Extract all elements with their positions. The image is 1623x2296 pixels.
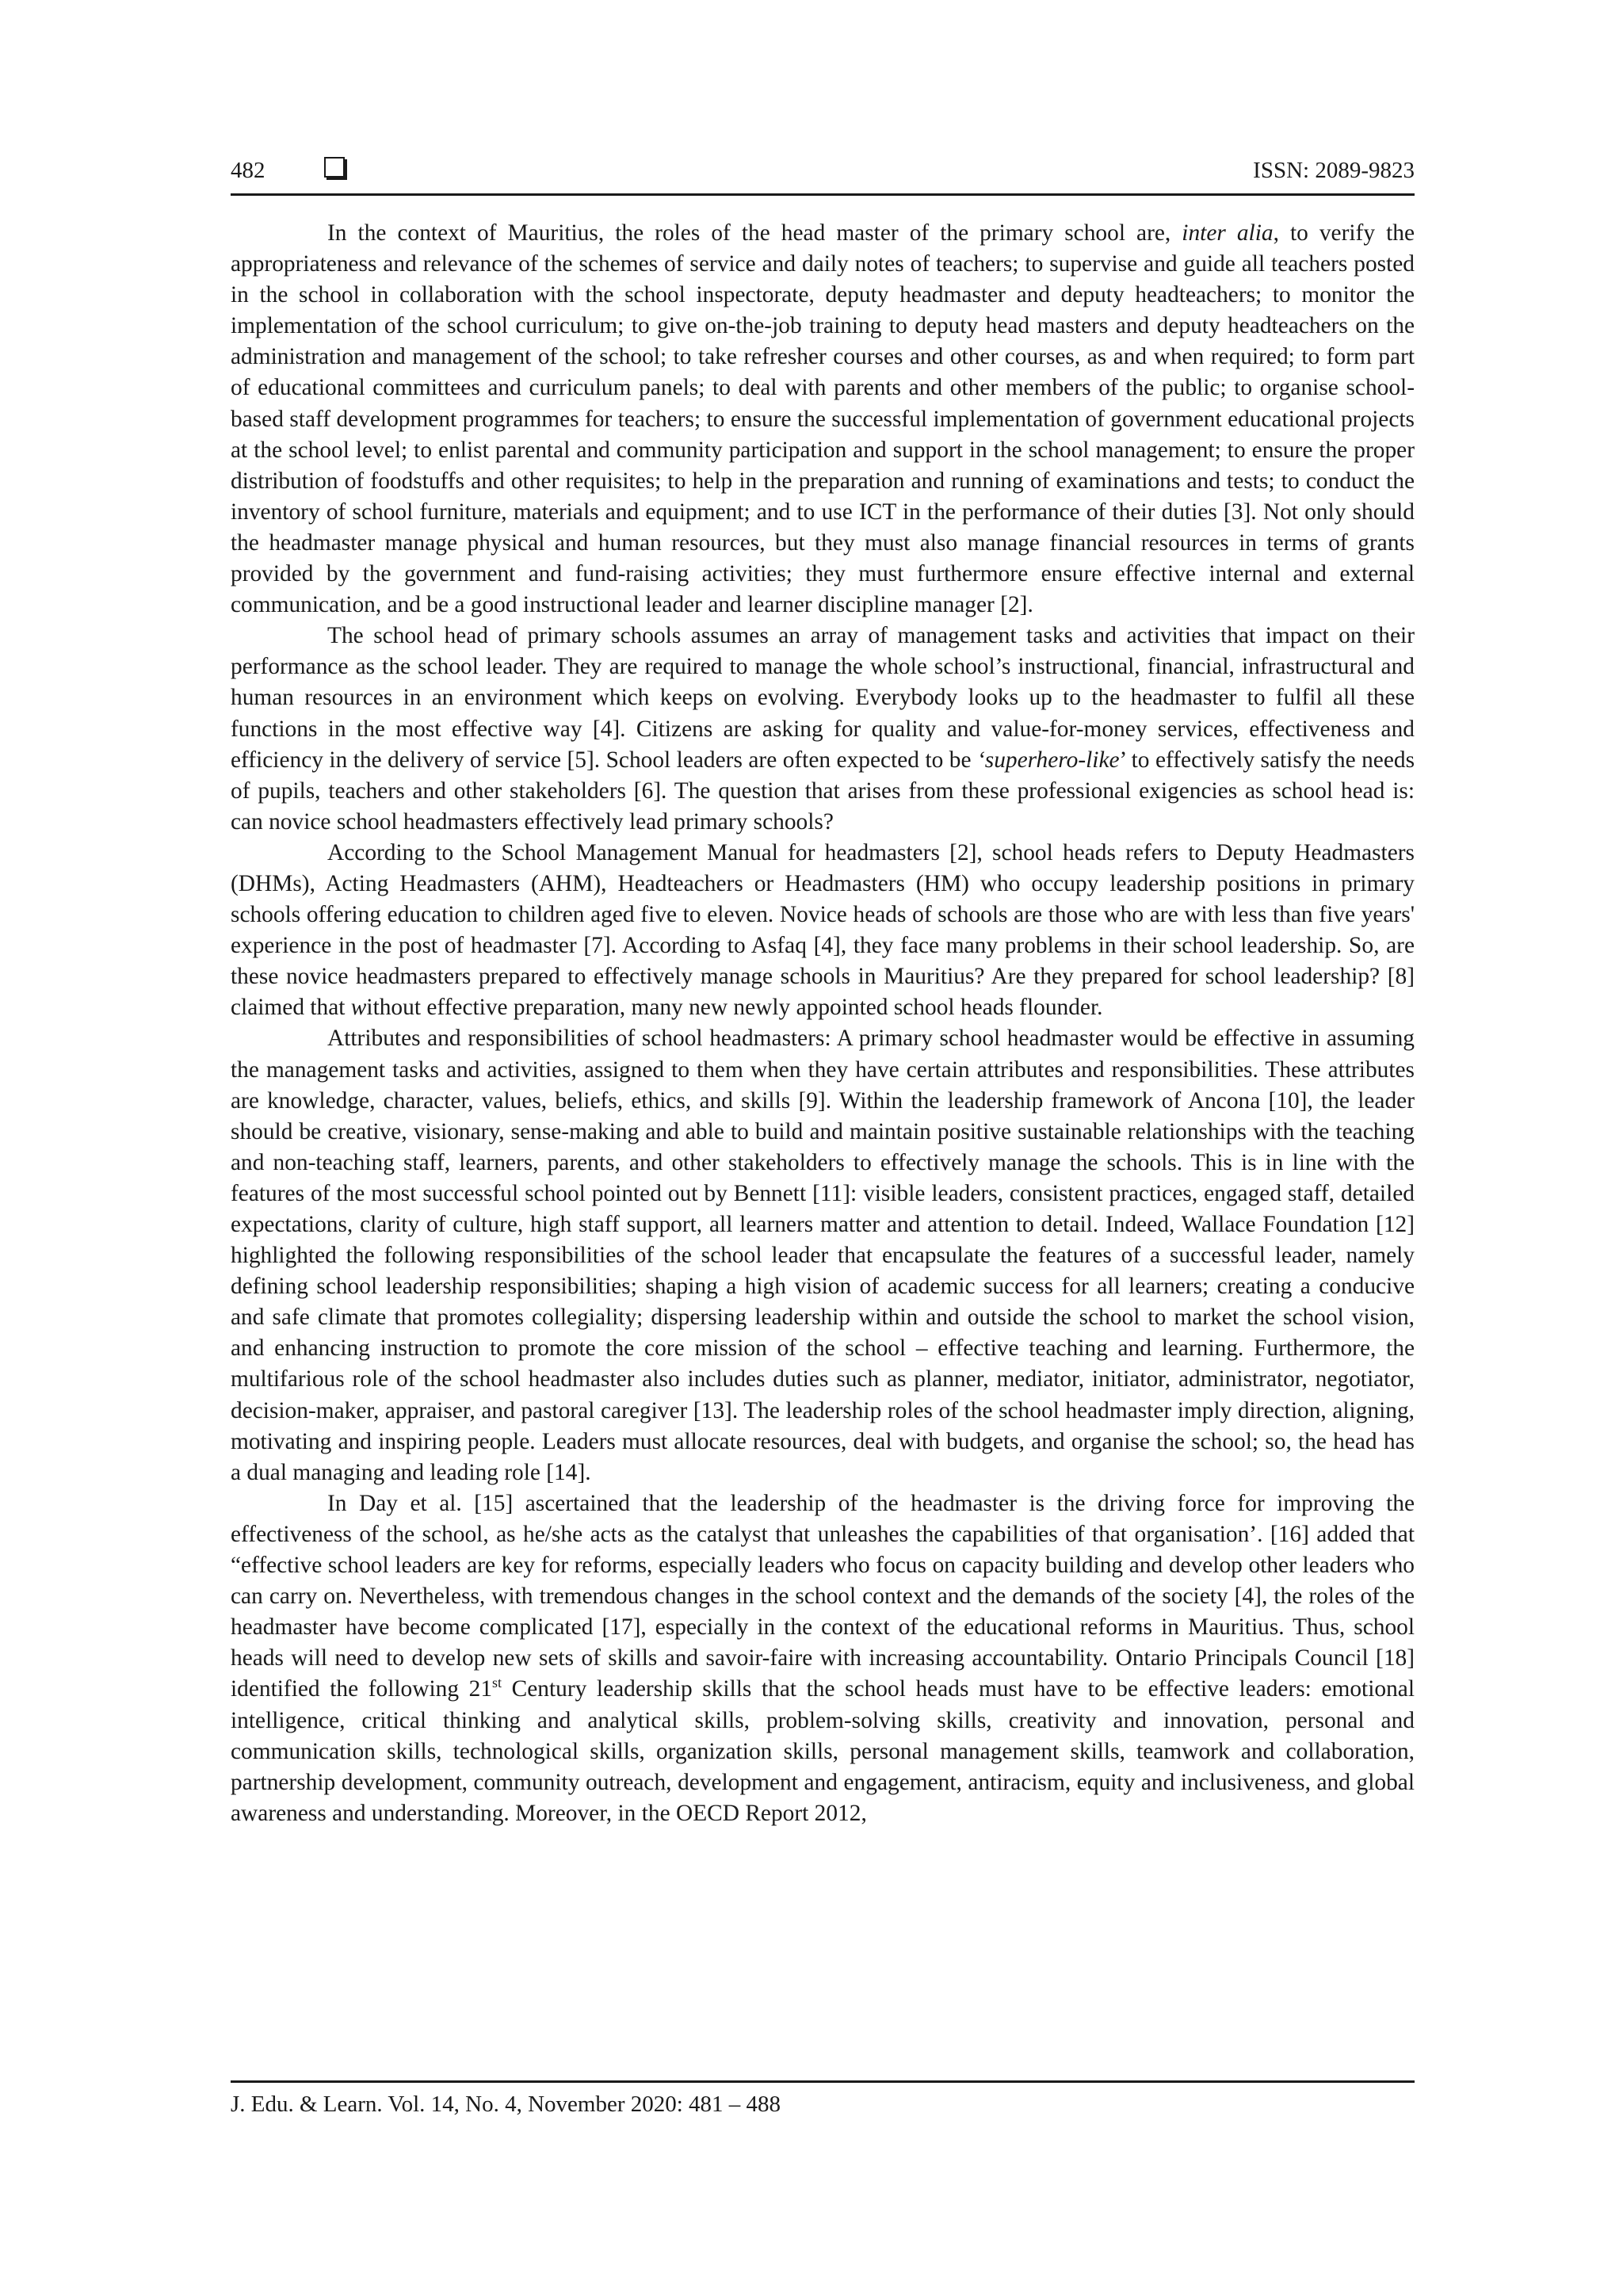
- paragraph-2-text-c: ’ to effectively satisfy the needs of pupils, teachers and other stakeholders [6]. The question that arises from these professional exigencies as school head is: can novice school headmasters effectively lead primary schools?: [231, 747, 1415, 835]
- paragraph-2-text-a: The school head of primary schools assumes an array of management tasks and activities that impact on their performance as the school leader. They are required to manage the whole school’s instructional, financial, infrastructural and human resources in an environment which keeps on evolving. Everybody looks up to the headmaster to fulfil all these functions in the most effective way [4]. Citizens are asking for quality and value-for-money services, effectiveness and efficiency in the delivery of service [5]. School leaders are often expected to be: [231, 623, 1415, 773]
- paragraph-3-text-c: ithout effective preparation, many new newly appointed school heads flounder.: [366, 995, 1103, 1021]
- journal-citation: J. Edu. & Learn. Vol. 14, No. 4, November 2020: 481 – 488: [231, 2092, 781, 2117]
- paragraph-3-italic: w: [350, 995, 367, 1021]
- paragraph-1-italic: inter alia: [1182, 220, 1274, 246]
- page-number: 482: [231, 158, 265, 183]
- paragraph-5-text-a: In Day et al. [15] ascertained that the leadership of the headmaster is the driving force for improving the effectiveness of the school, as he/she acts as the catalyst that unleashes the capabilities of that organisation’. [16] added that “effective school leaders are key for reforms, especially leaders who focus on capacity building and develop other leaders who can carry on. Nevertheless, with tremendous changes in the school context and the demands of the society [4], the roles of the headmaster have become complicated [17], especially in the context of the educational reforms in Mauritius. Thus, school heads will need to develop new sets of skills and savoir-faire with increasing accountability. Ontario Principals Council [18] identified the following 21: [231, 1490, 1415, 1702]
- article-body: [231, 218, 1415, 1829]
- paragraph-1: [231, 218, 1415, 621]
- paragraph-2: [231, 621, 1415, 838]
- paragraph-1-text-c: , to verify the appropriateness and relevance of the schemes of service and daily notes of teachers; to supervise and guide all teachers posted in the school in collaboration with the school inspectorate, deputy headmaster and deputy headteachers; to monitor the implementation of the school curriculum; to give on-the-job training to deputy head masters and deputy headteachers on the administration and management of the school; to take refresher courses and other courses, as and when required; to form part of educational committees and curriculum panels; to deal with parents and other members of the public; to organise school-based staff development programmes for teachers; to ensure the successful implementation of government educational projects at the school level; to enlist parental and community participation and support in the school management; to ensure the proper distribution of foodstuffs and other requisites; to help in the preparation and running of examinations and tests; to conduct the inventory of school furniture, materials and equipment; and to use ICT in the performance of their duties [3]. Not only should the headmaster manage physical and human resources, but they must also manage financial resources in terms of grants provided by the government and fund-raising activities; they must furthermore ensure effective internal and external communication, and be a good instructional leader and learner discipline manager [2].: [231, 220, 1415, 618]
- paragraph-4: Attributes and responsibilities of school headmasters: A primary school headmaster would be effective in assuming the management tasks and activities, assigned to them when they have certain attributes and responsibilities. These attributes are knowledge, character, values, beliefs, ethics, and skills [9]. Within the leadership framework of Ancona [10], the leader should be creative, visionary, sense-making and able to build and maintain positive sustainable relationships with the teaching and non-teaching staff, learners, parents, and other stakeholders to effectively manage the schools. This is in line with the features of the most successful school pointed out by Bennett [11]: visible leaders, consistent practices, engaged staff, detailed expectations, clarity of culture, high staff support, all learners matter and attention to detail. Indeed, Wallace Foundation [12] highlighted the following responsibilities of the school leader that encapsulate the features of a successful leader, namely defining school leadership responsibilities; shaping a high vision of academic success for all learners; creating a conducive and safe climate that promotes collegiality; dispersing leadership within and outside the school to market the school vision, and enhancing instruction to promote the core mission of the school – effective teaching and learning. Furthermore, the multifarious role of the school headmaster also includes duties such as planner, mediator, initiator, administrator, negotiator, decision-maker, appraiser, and pastoral caregiver [13]. The leadership roles of the school headmaster imply direction, aligning, motivating and inspiring people. Leaders must allocate resources, deal with budgets, and organise the school; so, the head has a dual managing and leading role [14].: [231, 1026, 1415, 1485]
- paragraph-5: [231, 1488, 1415, 1829]
- paragraph-2-italic: ‘superhero-like: [976, 747, 1120, 773]
- paragraph-3-text-a: According to the School Management Manual for headmasters [2], school heads refers to Deputy Headmasters (DHMs), Acting Headmasters (AHM), Headteachers or Headmasters (HM) who occupy leadership positions in primary schools offering education to children aged five to eleven. Novice heads of schools are those who are with less than five years' experience in the post of headmaster [7]. According to Asfaq [4], they face many problems in their school leadership. So, are these novice headmasters prepared to effectively manage schools in Mauritius? Are they prepared for school leadership? [8] claimed that: [231, 839, 1415, 1021]
- checkbox-square-icon: [324, 157, 345, 178]
- paragraph-3: [231, 838, 1415, 1024]
- paragraph-5-text-c: Century leadership skills that the school heads must have to be effective leaders: emotional intelligence, critical thinking and analytical skills, problem-solving skills, creativity and innovation, personal and communication skills, technological skills, organization skills, personal management skills, teamwork and collaboration, partnership development, community outreach, development and engagement, antiracism, equity and inclusiveness, and global awareness and understanding. Moreover, in the OECD Report 2012,: [231, 1676, 1415, 1826]
- journal-issn: ISSN: 2089-9823: [1253, 158, 1415, 183]
- paragraph-5-superscript: st: [492, 1675, 502, 1691]
- page-footer: [231, 2080, 1415, 2119]
- paragraph-1-text-a: In the context of Mauritius, the roles of the head master of the primary school are,: [327, 220, 1182, 246]
- page-header: [231, 155, 1415, 196]
